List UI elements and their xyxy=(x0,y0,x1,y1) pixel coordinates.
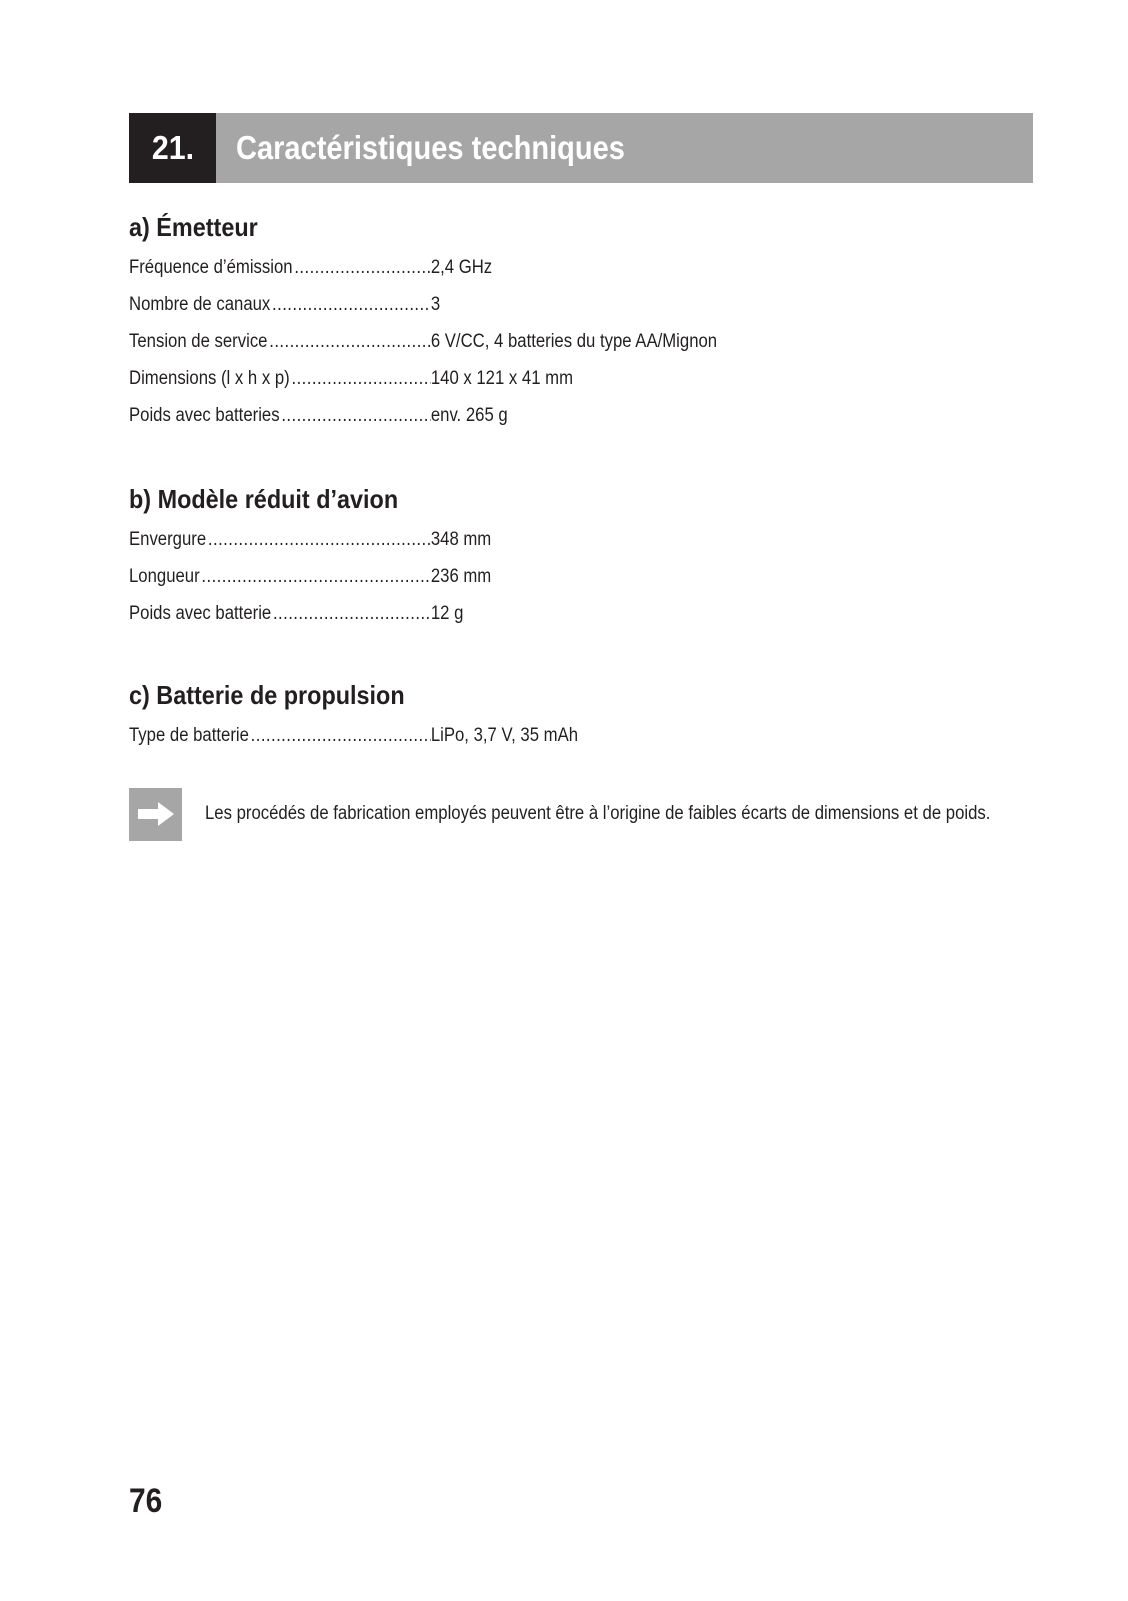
spec-value: 140 x 121 x 41 mm xyxy=(430,367,574,389)
spec-row xyxy=(129,558,1009,595)
spec-label: Tension de service xyxy=(129,330,268,352)
spec-value: 6 V/CC, 4 batteries du type AA/Mignon xyxy=(430,330,718,352)
spec-value: env. 265 g xyxy=(430,404,508,426)
spec-row xyxy=(129,397,1009,434)
section-modele-reduit xyxy=(129,484,1009,632)
spec-label: Type de batterie xyxy=(129,724,249,746)
dot-leader xyxy=(201,566,430,588)
dot-leader xyxy=(251,725,431,747)
dot-leader xyxy=(269,331,431,353)
spec-label: Nombre de canaux xyxy=(129,293,271,315)
chapter-title-box xyxy=(216,113,1033,183)
spec-value: 2,4 GHz xyxy=(430,256,493,278)
dot-leader xyxy=(294,257,431,279)
chapter-title: Caractéristiques techniques xyxy=(236,129,625,166)
dot-leader xyxy=(281,405,431,427)
dot-leader xyxy=(273,603,431,625)
dot-leader xyxy=(292,368,431,390)
spec-label: Poids avec batterie xyxy=(129,602,272,624)
section-batterie-propulsion xyxy=(129,680,1009,754)
dot-leader xyxy=(208,529,431,551)
note-callout xyxy=(129,787,1033,841)
spec-label: Fréquence d’émission xyxy=(129,256,293,278)
dot-leader xyxy=(272,294,431,316)
chapter-number-box xyxy=(129,113,216,183)
spec-label: Poids avec batteries xyxy=(129,404,280,426)
spec-row xyxy=(129,323,1009,360)
spec-value: 3 xyxy=(430,293,441,315)
spec-value: LiPo, 3,7 V, 35 mAh xyxy=(430,724,579,746)
spec-row xyxy=(129,595,1009,632)
spec-label: Envergure xyxy=(129,528,207,550)
spec-value: 12 g xyxy=(430,602,464,624)
note-text: Les procédés de fabrication employés peuvent être à l’origine de faibles écarts de dimensions et de poids. xyxy=(205,803,991,824)
spec-row xyxy=(129,286,1009,323)
section-emetteur xyxy=(129,212,1009,434)
chapter-header xyxy=(129,113,1033,183)
page-number: 76 xyxy=(129,1482,163,1520)
spec-label: Dimensions (l x h x p) xyxy=(129,367,290,389)
spec-label: Longueur xyxy=(129,565,200,587)
spec-row xyxy=(129,521,1009,558)
spec-row xyxy=(129,717,1009,754)
spec-row xyxy=(129,249,1009,286)
section-heading: a) Émetteur xyxy=(129,212,258,242)
spec-value: 236 mm xyxy=(430,565,492,587)
section-heading: c) Batterie de propulsion xyxy=(129,680,405,710)
spec-row xyxy=(129,360,1009,397)
arrow-right-icon xyxy=(129,788,182,841)
chapter-number: 21. xyxy=(151,129,194,166)
section-heading: b) Modèle réduit d’avion xyxy=(129,484,399,514)
spec-value: 348 mm xyxy=(430,528,492,550)
